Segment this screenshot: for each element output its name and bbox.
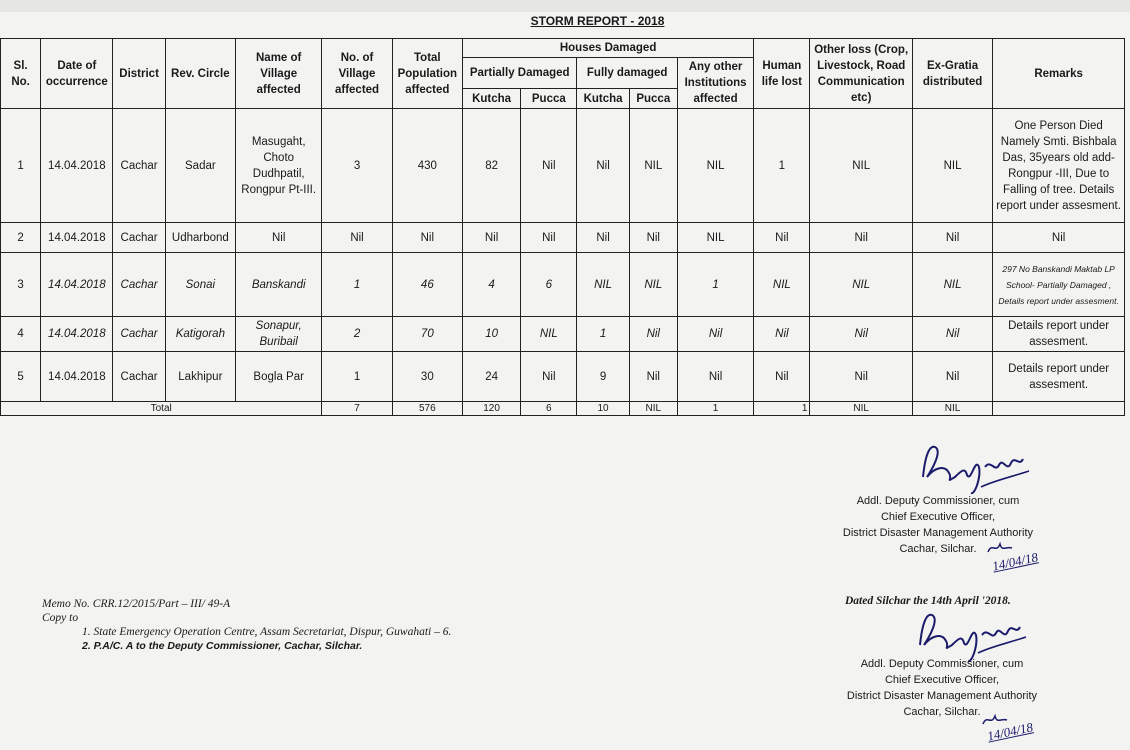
cell-village-count: 1: [322, 352, 392, 402]
cell-sl: 4: [1, 317, 41, 352]
cell-human-life: Nil: [754, 317, 810, 352]
cell-partial-pucca: Nil: [521, 223, 577, 253]
cell-full-pucca: Nil: [629, 352, 677, 402]
cell-partial-kutcha: 82: [462, 109, 520, 223]
total-full-pucca: NIL: [629, 402, 677, 416]
cell-institutions: NIL: [677, 109, 753, 223]
cell-village-count: Nil: [322, 223, 392, 253]
total-human-life: 1: [754, 402, 810, 416]
header-date: Date of occurrence: [41, 39, 113, 109]
cell-institutions: Nil: [677, 352, 753, 402]
cell-village-count: 2: [322, 317, 392, 352]
total-row: [1, 402, 1125, 416]
cell-other-loss: NIL: [810, 253, 912, 317]
total-other-loss: NIL: [810, 402, 912, 416]
header-population: Total Population affected: [392, 39, 462, 109]
header-remarks: Remarks: [993, 39, 1125, 109]
cell-date: 14.04.2018: [41, 352, 113, 402]
signatory-designation-line3: District Disaster Management Authority: [846, 690, 1038, 702]
cell-human-life: Nil: [754, 223, 810, 253]
cell-ex-gratia: NIL: [912, 253, 992, 317]
cell-other-loss: Nil: [810, 223, 912, 253]
cell-ex-gratia: Nil: [912, 352, 992, 402]
cell-full-pucca: Nil: [629, 317, 677, 352]
cell-village: Masugaht, Choto Dudhpatil, Rongpur Pt-III.: [236, 109, 322, 223]
cell-full-kutcha: NIL: [577, 253, 629, 317]
total-partial-kutcha: 120: [462, 402, 520, 416]
cell-human-life: 1: [754, 109, 810, 223]
cell-village: Sonapur, Buribail: [236, 317, 322, 352]
cell-partial-kutcha: 10: [462, 317, 520, 352]
cell-other-loss: Nil: [810, 317, 912, 352]
cell-district: Cachar: [113, 317, 165, 352]
signatory-designation-line1: Addl. Deputy Commissioner, cum: [860, 658, 1024, 670]
initial-date-2-text: 14/04/18: [985, 719, 1035, 744]
cell-district: Cachar: [113, 253, 165, 317]
header-institutions: Any other Institutions affected: [677, 58, 753, 109]
signatory-designation-line3: District Disaster Management Authority: [842, 527, 1034, 539]
dated-line: Dated Silchar the 14th April '2018.: [845, 595, 1011, 607]
memo-copy-item-1: 1. State Emergency Operation Centre, Assam Secretariat, Dispur, Guwahati – 6.: [82, 626, 452, 638]
total-ex-gratia: NIL: [912, 402, 992, 416]
table-row: [1, 352, 1125, 402]
cell-remarks: Details report under assesment.: [993, 317, 1125, 352]
cell-village-count: 1: [322, 253, 392, 317]
cell-institutions: NIL: [677, 223, 753, 253]
cell-population: 70: [392, 317, 462, 352]
cell-circle: Lakhipur: [165, 352, 235, 402]
cell-circle: Udharbond: [165, 223, 235, 253]
cell-full-kutcha: 9: [577, 352, 629, 402]
header-rev-circle: Rev. Circle: [165, 39, 235, 109]
header-sl-no: Sl. No.: [1, 39, 41, 109]
signatory-designation-line4: Cachar, Silchar.: [899, 543, 977, 555]
header-partially-damaged: Partially Damaged: [462, 58, 576, 89]
cell-population: 430: [392, 109, 462, 223]
cell-sl: 2: [1, 223, 41, 253]
memo-copy-item-2: 2. P.A/C. A to the Deputy Commissioner, Cachar, Silchar.: [82, 640, 363, 652]
cell-village: Banskandi: [236, 253, 322, 317]
cell-remarks: 297 No Banskandi Maktab LP School- Partially Damaged , Details report under assesment.: [993, 253, 1125, 317]
cell-partial-pucca: NIL: [521, 317, 577, 352]
scan-top-edge: [0, 0, 1130, 12]
total-label: Total: [1, 402, 322, 416]
cell-full-kutcha: 1: [577, 317, 629, 352]
header-village-count: No. of Village affected: [322, 39, 392, 109]
cell-date: 14.04.2018: [41, 253, 113, 317]
cell-sl: 5: [1, 352, 41, 402]
table-row: [1, 253, 1125, 317]
cell-institutions: Nil: [677, 317, 753, 352]
cell-sl: 3: [1, 253, 41, 317]
initial-date-1-text: 14/04/18: [990, 549, 1040, 574]
total-partial-pucca: 6: [521, 402, 577, 416]
cell-population: 46: [392, 253, 462, 317]
cell-village: Nil: [236, 223, 322, 253]
cell-institutions: 1: [677, 253, 753, 317]
cell-district: Cachar: [113, 352, 165, 402]
total-institutions: 1: [677, 402, 753, 416]
total-full-kutcha: 10: [577, 402, 629, 416]
header-partial-pucca: Pucca: [521, 89, 577, 109]
handwritten-signature-1: [915, 437, 1035, 499]
cell-district: Cachar: [113, 109, 165, 223]
cell-date: 14.04.2018: [41, 109, 113, 223]
header-fully-damaged: Fully damaged: [577, 58, 677, 89]
cell-partial-kutcha: Nil: [462, 223, 520, 253]
header-full-kutcha: Kutcha: [577, 89, 629, 109]
cell-ex-gratia: Nil: [912, 317, 992, 352]
cell-remarks: Details report under assesment.: [993, 352, 1125, 402]
initial-date-1: [990, 540, 1055, 575]
header-houses-damaged: Houses Damaged: [462, 39, 753, 58]
header-other-loss: Other loss (Crop, Livestock, Road Communication etc): [810, 39, 912, 109]
cell-date: 14.04.2018: [41, 223, 113, 253]
header-full-pucca: Pucca: [629, 89, 677, 109]
cell-full-kutcha: Nil: [577, 109, 629, 223]
header-ex-gratia: Ex-Gratia distributed: [912, 39, 992, 109]
signatory-designation-line4: Cachar, Silchar.: [903, 706, 981, 718]
header-human-life: Human life lost: [754, 39, 810, 109]
storm-report-table: [0, 38, 1125, 416]
table-row: [1, 317, 1125, 352]
total-population: 576: [392, 402, 462, 416]
memo-copy-to: Copy to: [42, 612, 79, 624]
cell-date: 14.04.2018: [41, 317, 113, 352]
memo-section: [42, 597, 451, 653]
cell-population: 30: [392, 352, 462, 402]
cell-partial-pucca: 6: [521, 253, 577, 317]
cell-other-loss: NIL: [810, 109, 912, 223]
cell-other-loss: Nil: [810, 352, 912, 402]
cell-ex-gratia: NIL: [912, 109, 992, 223]
cell-partial-pucca: Nil: [521, 109, 577, 223]
cell-ex-gratia: Nil: [912, 223, 992, 253]
cell-partial-kutcha: 24: [462, 352, 520, 402]
cell-remarks: One Person Died Namely Smti. Bishbala Das, 35years old add- Rongpur -III, Due to Falling of tree. Details report under assesment.: [993, 109, 1125, 223]
cell-full-pucca: NIL: [629, 109, 677, 223]
cell-remarks: Nil: [993, 223, 1125, 253]
cell-human-life: NIL: [754, 253, 810, 317]
table-row: [1, 109, 1125, 223]
cell-population: Nil: [392, 223, 462, 253]
initial-date-2: [985, 712, 1050, 748]
cell-village: Bogla Par: [236, 352, 322, 402]
header-village-name: Name of Village affected: [236, 39, 322, 109]
table-row: [1, 223, 1125, 253]
signatory-designation-line1: Addl. Deputy Commissioner, cum: [856, 495, 1020, 507]
memo-number: Memo No. CRR.12/2015/Part – III/ 49-A: [42, 598, 231, 610]
cell-sl: 1: [1, 109, 41, 223]
cell-human-life: Nil: [754, 352, 810, 402]
cell-full-pucca: Nil: [629, 223, 677, 253]
signatory-designation-line2: Chief Executive Officer,: [880, 511, 996, 523]
total-village-count: 7: [322, 402, 392, 416]
cell-partial-kutcha: 4: [462, 253, 520, 317]
header-district: District: [113, 39, 165, 109]
report-title: STORM REPORT - 2018: [530, 14, 665, 28]
total-remarks: [993, 402, 1125, 416]
cell-circle: Sadar: [165, 109, 235, 223]
cell-village-count: 3: [322, 109, 392, 223]
cell-full-kutcha: Nil: [577, 223, 629, 253]
cell-partial-pucca: Nil: [521, 352, 577, 402]
signature-block-2: [812, 656, 1072, 720]
cell-circle: Katigorah: [165, 317, 235, 352]
cell-district: Cachar: [113, 223, 165, 253]
cell-circle: Sonai: [165, 253, 235, 317]
header-partial-kutcha: Kutcha: [462, 89, 520, 109]
signatory-designation-line2: Chief Executive Officer,: [884, 674, 1000, 686]
cell-full-pucca: NIL: [629, 253, 677, 317]
